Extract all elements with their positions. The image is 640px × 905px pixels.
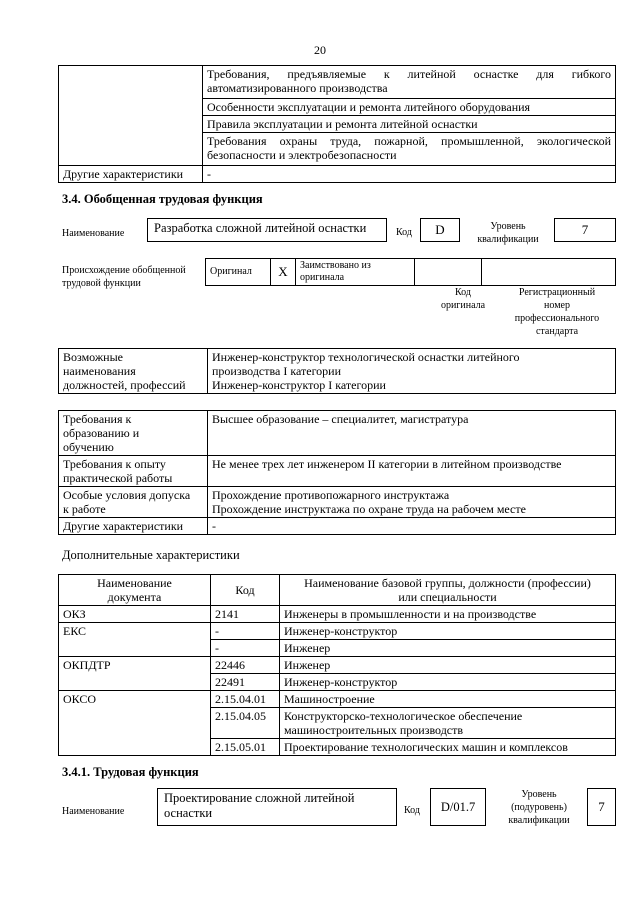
level-value-box: 7 — [587, 788, 616, 826]
positions-label: Возможные наименования должностей, профессий — [59, 349, 208, 394]
additional-table — [58, 574, 616, 756]
name-cell: Инженер — [280, 657, 616, 674]
top-knowledge-table — [58, 65, 616, 183]
code-cell: 22491 — [211, 674, 280, 691]
doc-cell: ЕКС — [59, 623, 211, 657]
table-row — [59, 691, 616, 708]
level-label: Уровень квалификации — [477, 221, 539, 245]
code-cell: 2.15.04.05 — [211, 708, 280, 739]
name-cell: Инженер-конструктор — [280, 674, 616, 691]
table-cell: Требования, предъявляемые к литейной оснастке для гибкого автоматизированного производства — [203, 66, 616, 99]
origin-label: Происхождение обобщенной трудовой функции — [62, 265, 186, 289]
table-cell: - — [203, 166, 616, 183]
table-cell: Правила эксплуатации и ремонта литейной оснастки — [203, 116, 616, 133]
code-cell: 2141 — [211, 606, 280, 623]
additional-title: Дополнительные характеристики — [62, 548, 240, 562]
table-row — [59, 487, 616, 518]
requirements-table — [58, 410, 616, 535]
code-cell: 2.15.04.01 — [211, 691, 280, 708]
requirement-label: Другие характеристики — [59, 518, 208, 535]
table-row — [59, 456, 616, 487]
header-group: Наименование базовой группы, должности (профессии) или специальности — [280, 575, 616, 606]
code-cell: - — [211, 623, 280, 640]
table-cell: Требования охраны труда, пожарной, промышленной, экологической безопасности и электробезопасности — [203, 133, 616, 166]
name-cell: Конструкторско-технологическое обеспечение машиностроительных производств — [280, 708, 616, 739]
requirement-label: Требования к образованию и обучению — [59, 411, 208, 456]
requirement-value: Высшее образование – специалитет, магистратура — [208, 411, 616, 456]
original-label: Оригинал — [206, 259, 271, 286]
requirement-value: Прохождение противопожарного инструктажа Прохождение инструктажа по охране труда на рабочем месте — [208, 487, 616, 518]
requirement-label: Требования к опыту практической работы — [59, 456, 208, 487]
section-heading: 3.4. Обобщенная трудовая функция — [62, 192, 263, 206]
table-header-row — [59, 575, 616, 606]
code-label: Код — [396, 227, 412, 238]
origin-code-cell — [415, 259, 482, 286]
table-row — [59, 657, 616, 674]
name-cell: Машиностроение — [280, 691, 616, 708]
requirement-label: Особые условия допуска к работе — [59, 487, 208, 518]
table-cell: Особенности эксплуатации и ремонта литейного оборудования — [203, 99, 616, 116]
borrowed-label: Заимствовано из оригинала — [296, 259, 415, 286]
table-cell-empty — [59, 66, 203, 166]
origin-table — [205, 258, 616, 286]
name-cell: Инженер — [280, 640, 616, 657]
table-row — [59, 411, 616, 456]
reg-number-caption: Регистрационный номер профессионального стандарта — [514, 287, 600, 337]
code-label: Код — [404, 805, 420, 816]
table-row — [59, 66, 616, 99]
positions-value: Инженер-конструктор технологической оснастки литейного производства I категории Инженер-конструктор I категории — [208, 349, 616, 394]
name-label: Наименование — [62, 806, 125, 817]
table-label: Другие характеристики — [59, 166, 203, 183]
name-cell: Инженеры в промышленности и на производстве — [280, 606, 616, 623]
positions-table — [58, 348, 616, 394]
section-heading: 3.4.1. Трудовая функция — [62, 765, 199, 779]
original-mark: X — [271, 259, 296, 286]
doc-cell: ОКСО — [59, 691, 211, 756]
header-code: Код — [211, 575, 280, 606]
header-doc: Наименование документа — [59, 575, 211, 606]
table-row — [59, 349, 616, 394]
code-cell: - — [211, 640, 280, 657]
function-name-box: Проектирование сложной литейной оснастки — [157, 788, 397, 826]
requirement-value: - — [208, 518, 616, 535]
table-row — [59, 166, 616, 183]
reg-number-cell — [482, 259, 616, 286]
name-label: Наименование — [62, 228, 125, 239]
table-row — [59, 518, 616, 535]
doc-cell: ОКПДТР — [59, 657, 211, 691]
requirement-value: Не менее трех лет инженером II категории в литейном производстве — [208, 456, 616, 487]
doc-cell: ОКЗ — [59, 606, 211, 623]
code-cell: 22446 — [211, 657, 280, 674]
code-value-box: D — [420, 218, 460, 242]
name-cell: Проектирование технологических машин и комплексов — [280, 739, 616, 756]
level-value-box: 7 — [554, 218, 616, 242]
page-number: 20 — [314, 43, 326, 57]
level-label: Уровень (подуровень) квалификации — [508, 789, 570, 826]
function-code-box: D/01.7 — [430, 788, 486, 826]
table-row — [206, 259, 616, 286]
table-row — [59, 623, 616, 640]
code-cell: 2.15.05.01 — [211, 739, 280, 756]
table-row — [59, 606, 616, 623]
name-cell: Инженер-конструктор — [280, 623, 616, 640]
name-value-box: Разработка сложной литейной оснастки — [147, 218, 387, 242]
origin-code-caption: Код оригинала — [440, 287, 486, 311]
